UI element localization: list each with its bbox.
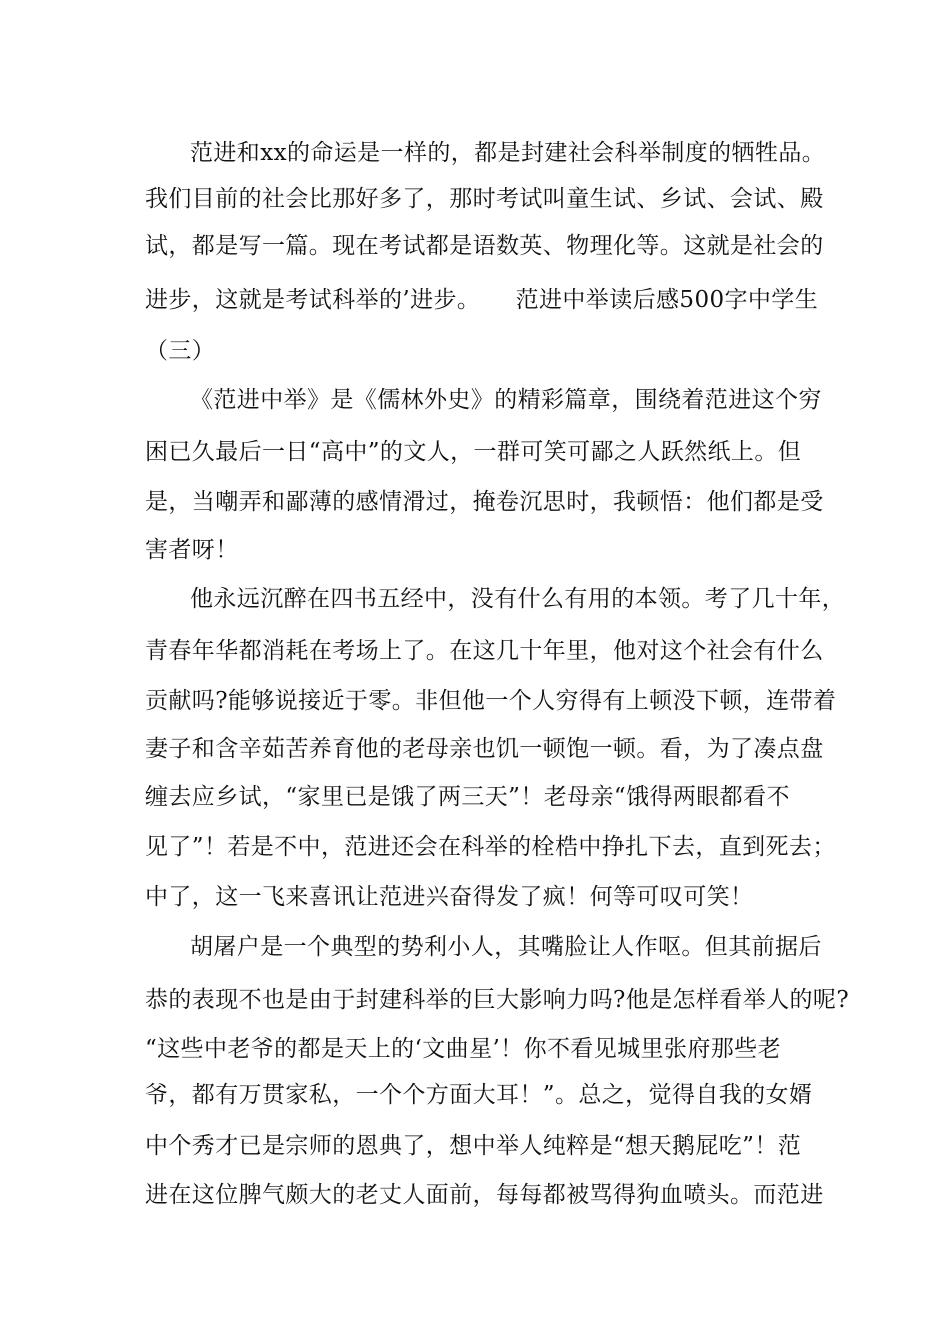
paragraph-line: 中了，这一飞来喜讯让范进兴奋得发了疯！何等可叹可笑！ — [145, 884, 754, 910]
paragraph-line: 进步，这就是考试科举的’进步。 范进中举读后感500字中学生 — [145, 287, 819, 313]
paragraph-line: 进在这位脾气颇大的老丈人面前，每每都被骂得狗血喷头。而范进 — [145, 1182, 824, 1208]
paragraph-line: 中个秀才已是宗师的恩典了，想中举人纯粹是“想天鹅屁吃”！范 — [145, 1133, 802, 1159]
paragraph-line: 困已久最后一日“高中”的文人，一群可笑可鄙之人跃然纸上。但 — [145, 439, 802, 465]
paragraph-line: 试，都是写一篇。现在考试都是语数英、物理化等。这就是社会的 — [145, 233, 824, 259]
paragraph-line: 青春年华都消耗在考场上了。在这几十年里，他对这个社会有什么 — [145, 638, 824, 664]
paragraph-line: 爷，都有万贯家私，一个个方面大耳！”。总之，觉得自我的女婿 — [145, 1082, 813, 1108]
paragraph-line: 我们目前的社会比那好多了，那时考试叫童生试、乡试、会试、殿 — [145, 186, 824, 212]
paragraph-line: 害者呀！ — [145, 537, 239, 563]
paragraph-line: 见了”！若是不中，范进还会在科举的栓梏中挣扎下去，直到死去； — [145, 834, 836, 860]
paragraph-line: 缠去应乡试，“家里已是饿了两三天”！老母亲“饿得两眼都看不 — [145, 784, 790, 810]
paragraph-line: 恭的表现不也是由于封建科举的巨大影响力吗?他是怎样看举人的呢? — [145, 987, 850, 1013]
paragraph-line: 胡屠户是一个典型的势利小人，其嘴脸让人作呕。但其前据后 — [190, 934, 822, 960]
paragraph-line: 《范进中举》是《儒林外史》的精彩篇章，围绕着范进这个穷 — [190, 387, 822, 413]
paragraph-line: 贡献吗?能够说接近于零。非但他一个人穷得有上顿没下顿，连带着 — [145, 688, 837, 714]
paragraph-line: 范进和xx的命运是一样的，都是封建社会科举制度的牺牲品。 — [190, 140, 826, 166]
paragraph-line: 他永远沉醉在四书五经中，没有什么有用的本领。考了几十年， — [190, 586, 846, 612]
paragraph-line: 妻子和含辛茹苦养育他的老母亲也饥一顿饱一顿。看，为了凑点盘 — [145, 736, 824, 762]
section-heading: （三） — [145, 338, 216, 364]
paragraph-line: 是，当嘲弄和鄙薄的感情滑过，掩卷沉思时，我顿悟：他们都是受 — [145, 489, 824, 515]
paragraph-line: “这些中老爷的都是天上的‘文曲星’！你不看见城里张府那些老 — [145, 1036, 781, 1062]
